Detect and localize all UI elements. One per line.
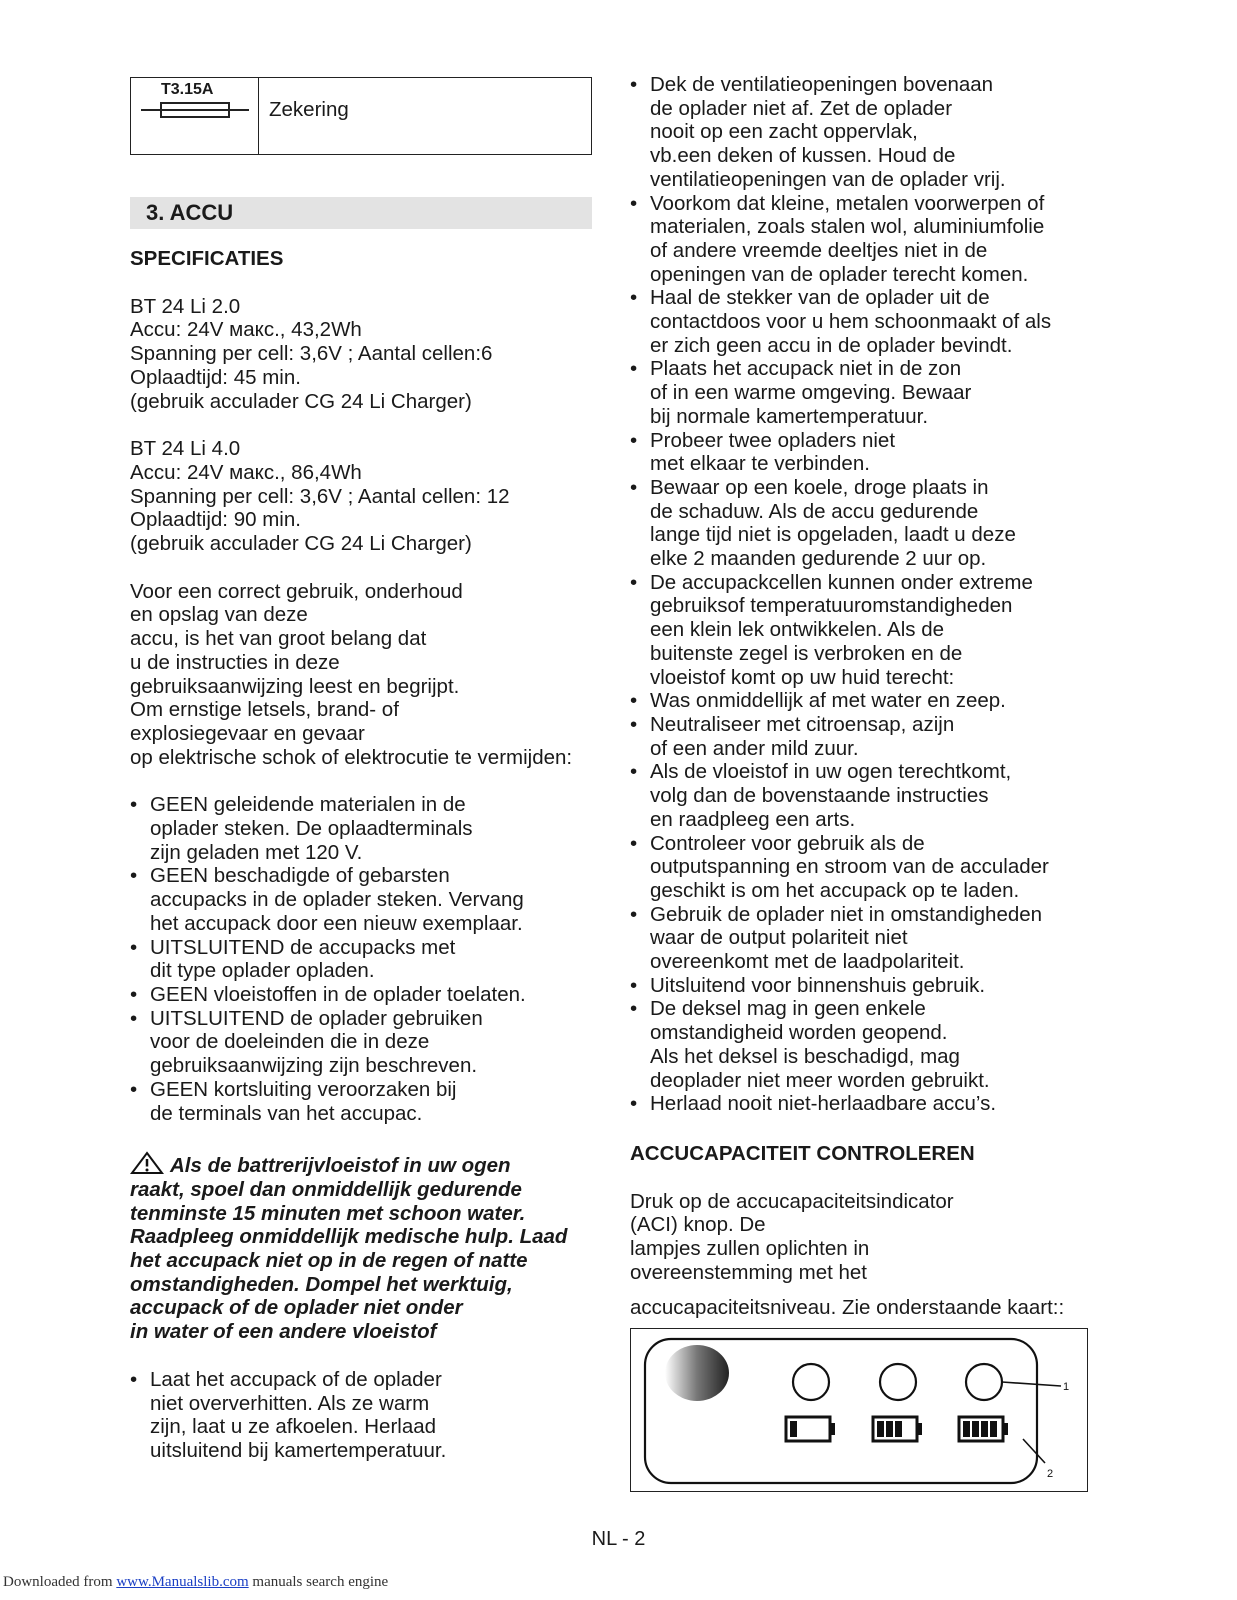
section-title: 3. ACCU: [130, 197, 592, 229]
callout-2-label: 2: [1047, 1468, 1054, 1481]
list-item-line: deoplader niet meer worden gebruikt.: [650, 1068, 990, 1092]
warning-line: omstandigheden. Dompel het werktuig,: [130, 1272, 513, 1296]
aci-heading: ACCUCAPACITEIT CONTROLEREN: [630, 1141, 975, 1165]
battery-level-3-icon: [959, 1417, 1008, 1441]
aci-body-line: lampjes zullen oplichten in: [630, 1237, 870, 1261]
list-item: [630, 286, 1100, 357]
list-item-line: • Controleer voor gebruik als de: [650, 831, 925, 855]
list-item-line: • Uitsluitend voor binnenshuis gebruik.: [650, 973, 986, 997]
list-item: [130, 1078, 600, 1125]
list-item-line: accupacks in de oplader steken. Vervang: [150, 888, 524, 912]
aci-body-line: Druk op de accucapaciteitsindicator: [630, 1189, 954, 1213]
list-item: [130, 1007, 600, 1078]
intro-line: explosiegevaar en gevaar: [130, 721, 365, 745]
warning-block: [130, 1151, 600, 1344]
spec-line: (gebruik acculader CG 24 Li Charger): [130, 389, 472, 413]
list-item: [630, 73, 1100, 192]
list-item-line: zijn geladen met 120 V.: [150, 840, 363, 864]
list-item-line: niet oververhitten. Als ze warm: [150, 1391, 430, 1415]
list-item-line: • Laat het accupack of de oplader: [150, 1367, 442, 1391]
aci-button-icon: [665, 1345, 729, 1401]
aci-body: [630, 1190, 1100, 1285]
aci-body-line: (ACI) knop. De: [630, 1213, 766, 1237]
list-item-line: het accupack door een nieuw exemplaar.: [150, 911, 523, 935]
list-item: [130, 793, 600, 864]
intro-line: en opslag van deze: [130, 603, 308, 627]
aci-panel-drawing: [631, 1329, 1087, 1491]
safety-list-left: [130, 793, 600, 1125]
list-item-line: • Dek de ventilatieopeningen bovenaan: [650, 73, 994, 96]
list-item-line: de terminals van het accupac.: [150, 1101, 423, 1125]
intro-line: Voor een correct gebruik, onderhoud: [130, 579, 463, 603]
intro-line: accu, is het van groot belang dat: [130, 627, 427, 651]
list-item-line: contactdoos voor u hem schoonmaakt of als: [650, 310, 1052, 334]
spec-line: Accu: 24V макс., 86,4Wh: [130, 460, 362, 484]
fuse-symbol-cell: [131, 78, 259, 154]
list-item-line: buitenste zegel is verbroken en de: [650, 641, 963, 665]
list-item-line: • UITSLUITEND de accupacks met: [150, 935, 456, 959]
list-item-line: nooit op een zacht oppervlak,: [650, 120, 918, 144]
safety-list-right: [630, 73, 1100, 1116]
list-item-line: outputspanning en stroom van de acculader: [650, 855, 1049, 879]
list-item: [630, 571, 1100, 690]
aci-diagram: [630, 1328, 1088, 1492]
list-item: [630, 713, 1100, 760]
aci-body-line: overeenstemming met het: [630, 1260, 868, 1284]
list-item-line: • GEEN kortsluiting veroorzaken bij: [150, 1077, 457, 1101]
list-item-line: omstandigheid worden geopend.: [650, 1021, 948, 1045]
list-item-line: • Probeer twee opladers niet: [650, 428, 896, 452]
spec-line: Oplaadtijd: 90 min.: [130, 508, 301, 532]
list-item-line: • Bewaar op een koele, droge plaats in: [650, 475, 989, 499]
list-item: [630, 974, 1100, 998]
specs-heading: SPECIFICATIES: [130, 247, 284, 270]
warning-line: accupack of de oplader niet onder: [130, 1296, 463, 1320]
aci-lead: accucapaciteitsniveau. Zie onderstaande kaart::: [630, 1296, 1065, 1320]
warning-line: in water of een andere vloeistof: [130, 1320, 437, 1344]
list-item-line: Als het deksel is beschadigd, mag: [650, 1044, 960, 1068]
fuse-code: T3.15A: [161, 81, 214, 98]
warning-line: raakt, spoel dan onmiddellijk gedurende: [130, 1177, 522, 1201]
list-item: [630, 903, 1100, 974]
warning-line: Als de battrerijvloeistof in uw ogen: [170, 1154, 511, 1178]
fuse-label: Zekering: [269, 98, 349, 121]
list-item-line: • Plaats het accupack niet in de zon: [650, 357, 962, 381]
indicator-lamp-1-icon: [793, 1364, 829, 1400]
list-item-line: dit type oplader opladen.: [150, 959, 375, 983]
list-item-line: elke 2 maanden gedurende 2 uur op.: [650, 547, 987, 571]
list-item: [630, 192, 1100, 287]
list-item-line: en raadpleeg een arts.: [650, 807, 856, 831]
list-item: [130, 936, 600, 983]
list-item-line: of in een warme omgeving. Bewaar: [650, 381, 972, 405]
intro-line: u de instructies in deze: [130, 650, 340, 674]
list-item-line: of andere vreemde deeltjes niet in de: [650, 238, 988, 262]
list-item-line: vb.een deken of kussen. Houd de: [650, 144, 956, 168]
list-item-line: • GEEN geleidende materialen in de: [150, 793, 466, 817]
callout-1-label: 1: [1063, 1381, 1070, 1394]
list-item-line: • GEEN vloeistoffen in de oplader toelaten.: [150, 982, 526, 1006]
left-column: [130, 77, 600, 1463]
specs-model-1: [130, 295, 600, 414]
list-item: [630, 357, 1100, 428]
list-item-line: oplader steken. De oplaadterminals: [150, 817, 473, 841]
specs-intro: [130, 580, 600, 770]
warning-line: het accupack niet op in de regen of natte: [130, 1249, 528, 1273]
list-item: [130, 864, 600, 935]
right-column: [630, 73, 1100, 1492]
indicator-lamp-2-icon: [880, 1364, 916, 1400]
list-item-line: • Neutraliseer met citroensap, azijn: [650, 712, 955, 736]
download-footer: [3, 1574, 388, 1591]
spec-line: (gebruik acculader CG 24 Li Charger): [130, 532, 472, 556]
warning-line: Raadpleeg onmiddellijk medische hulp. Laad: [130, 1225, 568, 1249]
spec-line: BT 24 Li 4.0: [130, 437, 241, 461]
list-item-line: geschikt is om het accupack op te laden.: [650, 878, 1020, 902]
list-item-line: • UITSLUITEND de oplader gebruiken: [150, 1006, 483, 1030]
warning-first-line: [130, 1151, 600, 1178]
list-item-line: • Als de vloeistof in uw ogen terechtkomt,: [650, 760, 1012, 784]
list-item-line: ventilatieopeningen van de oplader vrij.: [650, 167, 1006, 191]
warning-triangle-icon: [130, 1151, 164, 1175]
fuse-table: [130, 77, 592, 155]
spec-line: BT 24 Li 2.0: [130, 294, 241, 318]
list-item: [630, 832, 1100, 903]
list-item: [130, 983, 600, 1007]
list-item-line: • Was onmiddellijk af met water en zeep.: [650, 689, 1006, 713]
list-item-line: vloeistof komt op uw huid terecht:: [650, 665, 955, 689]
list-item: [630, 760, 1100, 831]
list-item-line: waar de output polariteit niet: [650, 926, 908, 950]
intro-line: Om ernstige letsels, brand- of: [130, 698, 399, 722]
list-item-line: • De accupackcellen kunnen onder extreme: [650, 570, 1033, 594]
battery-level-2-icon: [873, 1417, 922, 1441]
list-item-line: de schaduw. Als de accu gedurende: [650, 499, 979, 523]
download-suffix: manuals search engine: [248, 1574, 389, 1590]
manualslib-link[interactable]: www.Manualslib.com: [116, 1574, 249, 1590]
battery-level-1-icon: [786, 1417, 835, 1441]
list-item-line: • Voorkom dat kleine, metalen voorwerpen of: [650, 191, 1045, 215]
list-item-line: • Herlaad nooit niet-herlaadbare accu’s.: [650, 1092, 997, 1116]
list-item-line: openingen van de oplader terecht komen.: [650, 262, 1029, 286]
list-item-line: er zich geen accu in de oplader bevindt.: [650, 333, 1013, 357]
list-item-line: uitsluitend bij kamertemperatuur.: [150, 1438, 447, 1462]
list-item: [630, 997, 1100, 1092]
list-item-line: voor de doeleinden die in deze: [150, 1030, 430, 1054]
list-item-line: • Haal de stekker van de oplader uit de: [650, 286, 990, 310]
list-item-line: een klein lek ontwikkelen. Als de: [650, 618, 945, 642]
list-item-line: bij normale kamertemperatuur.: [650, 404, 929, 428]
safety-list-left-2: [130, 1368, 600, 1463]
spec-line: Spanning per cell: 3,6V ; Aantal cellen: 12: [130, 484, 510, 508]
specs-model-2: [130, 437, 600, 556]
list-item: [630, 1092, 1100, 1116]
list-item-line: met elkaar te verbinden.: [650, 452, 870, 476]
intro-line: op elektrische schok of elektrocutie te vermijden:: [130, 745, 573, 769]
list-item: [630, 689, 1100, 713]
list-item-line: volg dan de bovenstaande instructies: [650, 784, 989, 808]
list-item-line: • GEEN beschadigde of gebarsten: [150, 864, 450, 888]
list-item-line: de oplader niet af. Zet de oplader: [650, 96, 953, 120]
list-item-line: lange tijd niet is opgeladen, laadt u deze: [650, 523, 1016, 547]
list-item-line: • De deksel mag in geen enkele: [650, 997, 926, 1021]
list-item-line: • Gebruik de oplader niet in omstandigheden: [650, 902, 1043, 926]
fuse-icon: [141, 100, 249, 120]
spec-line: Oplaadtijd: 45 min.: [130, 365, 301, 389]
list-item-line: materialen, zoals stalen wol, aluminiumfolie: [650, 215, 1045, 239]
list-item-line: zijn, laat u ze afkoelen. Herlaad: [150, 1415, 437, 1439]
list-item: [630, 476, 1100, 571]
list-item-line: overeenkomt met de laadpolariteit.: [650, 950, 965, 974]
list-item-line: gebruiksof temperatuuromstandigheden: [650, 594, 1013, 618]
list-item-line: gebruiksaanwijzing zijn beschreven.: [150, 1054, 478, 1078]
download-prefix: Downloaded from: [3, 1574, 117, 1590]
warning-line: tenminste 15 minuten met schoon water.: [130, 1201, 526, 1225]
spec-line: Spanning per cell: 3,6V ; Aantal cellen:6: [130, 342, 493, 366]
indicator-lamp-3-icon: [966, 1364, 1002, 1400]
spec-line: Accu: 24V макс., 43,2Wh: [130, 318, 362, 342]
list-item: [130, 1368, 600, 1463]
intro-line: gebruiksaanwijzing leest en begrijpt.: [130, 674, 460, 698]
list-item-line: of een ander mild zuur.: [650, 736, 859, 760]
page-number: NL - 2: [591, 1528, 646, 1550]
list-item: [630, 429, 1100, 476]
